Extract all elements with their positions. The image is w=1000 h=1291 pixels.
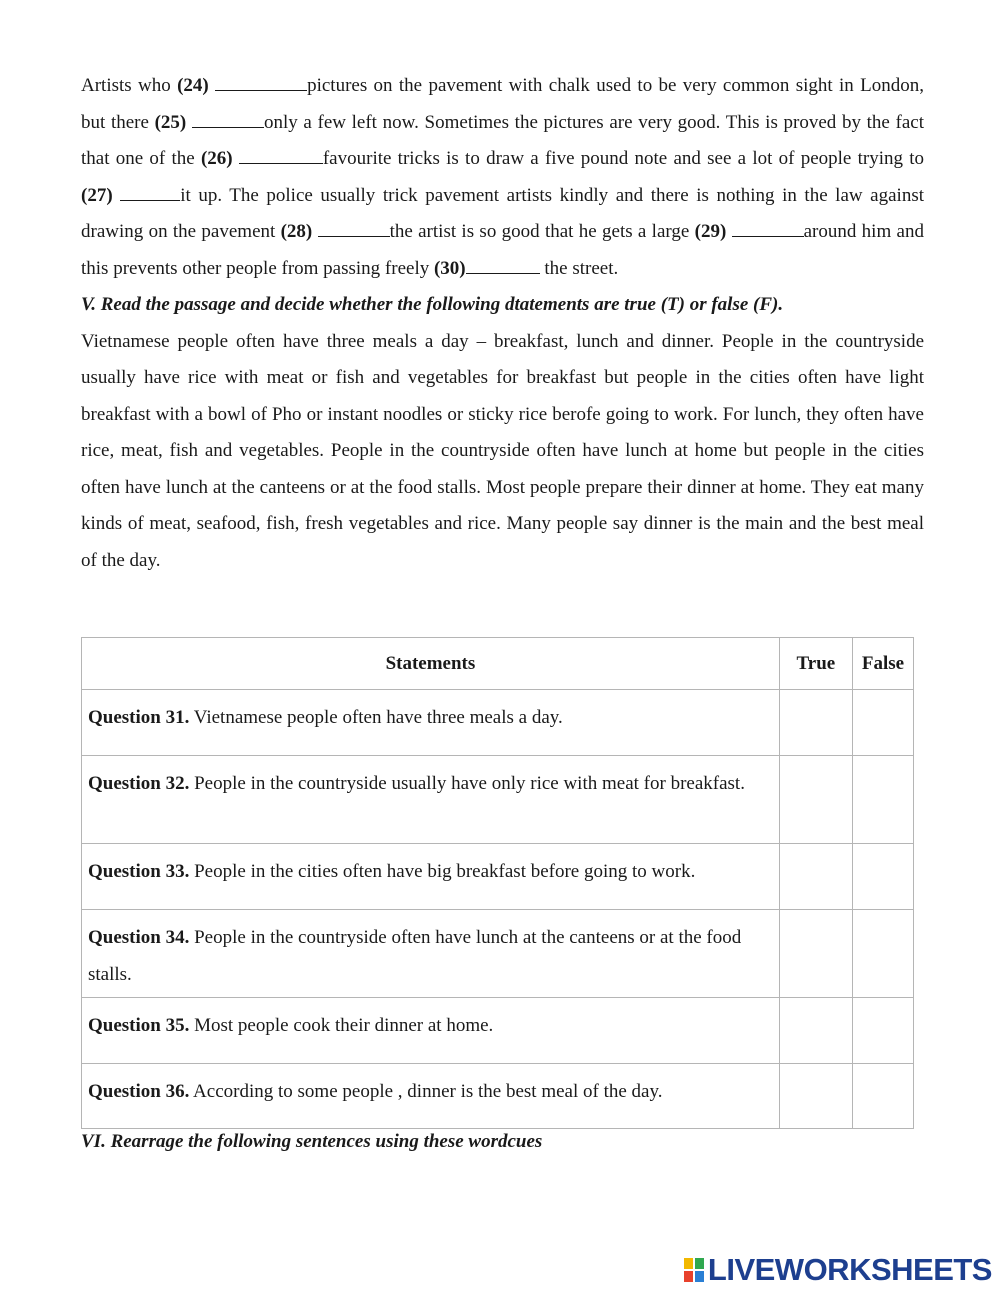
statement-cell (82, 910, 780, 998)
blank-28[interactable] (318, 219, 390, 237)
section-6-heading: VI. Rearrage the following sentences using these wordcues (81, 1131, 543, 1152)
statement-cell (82, 844, 780, 910)
gap-fill-passage (81, 68, 924, 287)
gap-number-26: (26) (200, 148, 233, 169)
question-number: Question 36. (88, 1081, 190, 1102)
false-answer-cell[interactable] (852, 690, 913, 756)
gap-number-28: (28) (280, 221, 313, 242)
true-answer-cell[interactable] (779, 910, 852, 998)
blank-29[interactable] (732, 219, 804, 237)
statement-cell (82, 1064, 780, 1129)
table-row (82, 998, 914, 1064)
gap-number-24: (24) (177, 75, 209, 96)
true-answer-cell[interactable] (779, 998, 852, 1064)
statement-cell (82, 998, 780, 1064)
blank-24[interactable] (215, 73, 307, 91)
passage-text: around him and this prevents other people from passing freely (81, 221, 924, 279)
table-row (82, 1064, 914, 1129)
true-answer-cell[interactable] (779, 756, 852, 844)
passage-text: pictures on the pavement with chalk used to be very common sight in London, but there (81, 75, 924, 133)
meals-passage: Vietnamese people often have three meals a day – breakfast, lunch and dinner. People in the countryside usually have rice with meat or fish and vegetables for breakfast but people in the cities often have light breakfast with a bowl of Pho or instant noodles or sticky rice berofe going to work. For lunch, they often have rice, meat, fish and vegetables. People in the countryside often have lunch at home but people in the cities often have lunch at the canteens or at the food stalls. Most people prepare their dinner at home. They eat many kinds of meat, seafood, fish, fresh vegetables and rice. Many people say dinner is the main and the best meal of the day. (81, 330, 924, 571)
question-number: Question 35. (88, 1015, 190, 1036)
gap-number-30: (30) (433, 257, 466, 279)
gap-number-25: (25) (154, 111, 187, 133)
logo-blocks-icon (684, 1258, 704, 1282)
question-number: Question 34. (88, 927, 190, 948)
question-number: Question 32. (88, 773, 190, 794)
header-true: True (779, 638, 852, 690)
gap-number-29: (29) (694, 221, 727, 242)
statement-text: Most people cook their dinner at home. (189, 1015, 494, 1036)
table-row (82, 690, 914, 756)
false-answer-cell[interactable] (852, 756, 913, 844)
true-answer-cell[interactable] (779, 690, 852, 756)
passage-text: only a few left now. Sometimes the pictures are very good. This is proved by the fact that one of the (81, 111, 924, 169)
blank-27[interactable] (120, 183, 180, 201)
table-row (82, 844, 914, 910)
question-number: Question 33. (88, 861, 190, 882)
table-header-row (82, 638, 914, 690)
table-row (82, 756, 914, 844)
false-answer-cell[interactable] (852, 1064, 913, 1129)
false-answer-cell[interactable] (852, 998, 913, 1064)
statement-text: People in the countryside usually have only rice with meat for breakfast. (189, 773, 745, 794)
passage-text: it up. The police usually trick pavement artists kindly and there is nothing in the law against drawing on the pavement (81, 184, 924, 242)
gap-number-27: (27) (81, 184, 113, 206)
logo-text: LIVEWORKSHEETS (707, 1252, 992, 1287)
worksheet-page (81, 68, 924, 579)
statement-text: Vietnamese people often have three meals a day. (189, 707, 563, 728)
blank-30[interactable] (466, 256, 540, 274)
statement-text: People in the countryside often have lunch at the canteens or at the food stalls. (88, 927, 742, 985)
false-answer-cell[interactable] (852, 844, 913, 910)
section-5-heading: V. Read the passage and decide whether the following dtatements are true (T) or false (F). (81, 294, 784, 315)
blank-25[interactable] (192, 110, 264, 128)
statement-cell (82, 756, 780, 844)
statement-text: People in the cities often have big breakfast before going to work. (189, 861, 696, 882)
passage-text: Artists who (81, 75, 178, 96)
true-false-table (81, 637, 914, 1129)
blank-26[interactable] (239, 146, 323, 164)
header-statements: Statements (82, 638, 780, 690)
passage-text: the artist is so good that he gets a large (389, 221, 695, 242)
passage-text: the street. (539, 257, 619, 279)
true-answer-cell[interactable] (779, 844, 852, 910)
liveworksheets-logo (684, 1253, 992, 1287)
header-false: False (852, 638, 913, 690)
false-answer-cell[interactable] (852, 910, 913, 998)
statement-cell (82, 690, 780, 756)
question-number: Question 31. (88, 707, 190, 728)
statement-text: According to some people , dinner is the best meal of the day. (189, 1081, 663, 1102)
passage-text: favourite tricks is to draw a five pound note and see a lot of people trying to (322, 148, 925, 169)
table-row (82, 910, 914, 998)
true-answer-cell[interactable] (779, 1064, 852, 1129)
